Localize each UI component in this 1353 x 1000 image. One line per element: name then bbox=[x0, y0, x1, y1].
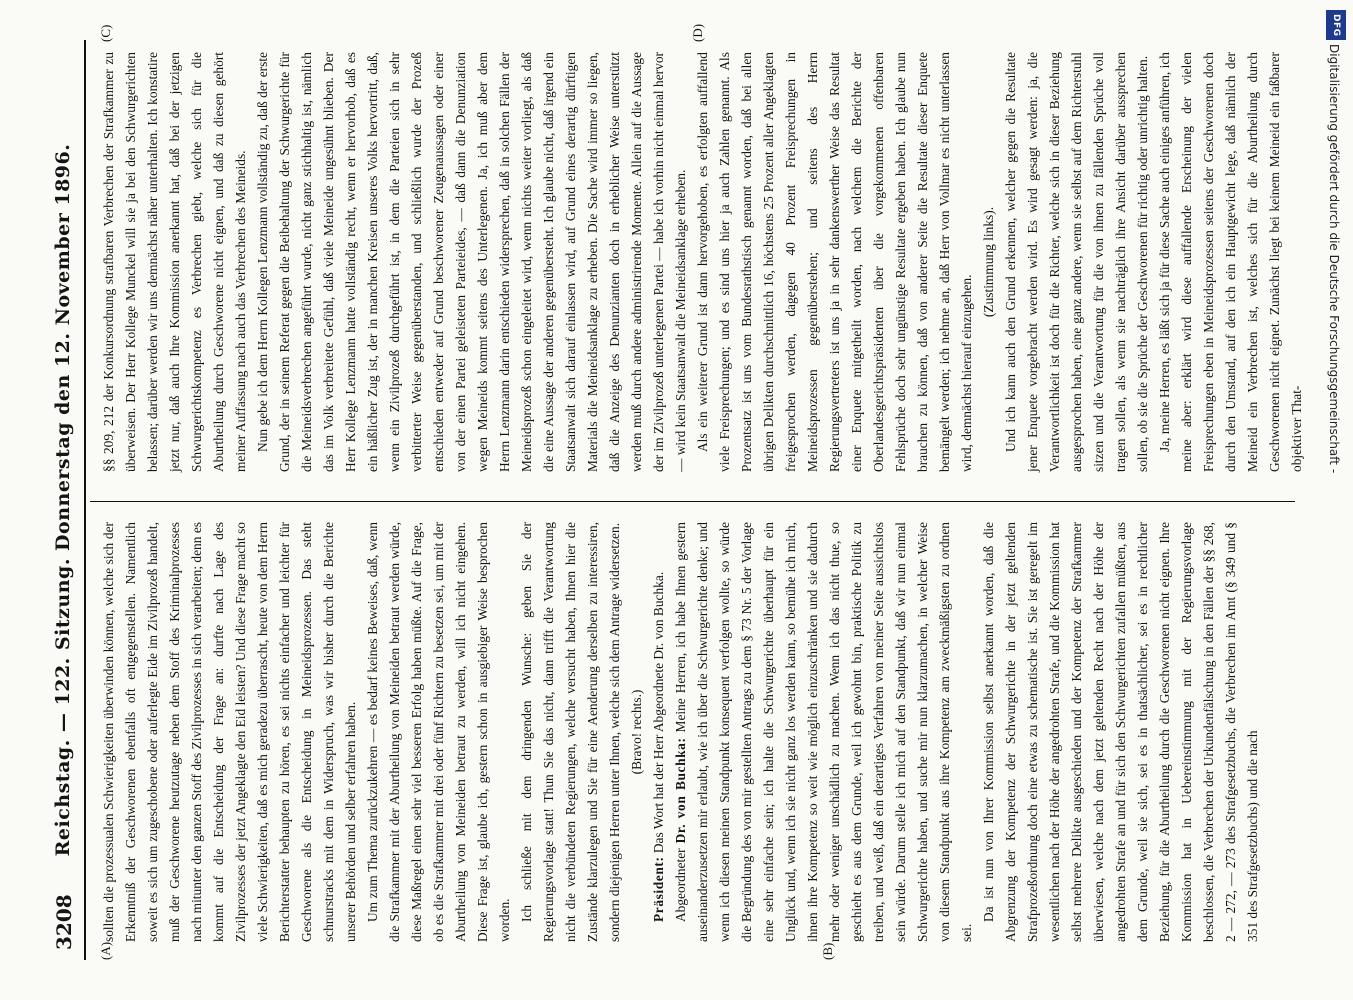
paragraph: Um zum Thema zurückzukehren — es bedarf keines Beweises, daß, wenn die Strafkammer mit der Aburtheilung von Meineiden betraut werden würde, diese Maßregel einen sehr viel besseren Erfolg haben müßte. Auf die Frage, ob es die Strafkammer mit drei oder fünf Richtern zu besetzen sei, um mit der Aburtheilung von Meineiden betraut zu werden, will ich nicht eingehen. Diese Frage ist, glaube ich, gestern schon in ausgiebiger Weise besprochen worden. bbox=[365, 522, 512, 942]
paragraph: Als ein weiterer Grund ist dann hervorgehoben, es erfolgten auffallend viele Freisprechungen; und es sind uns hier ja auch Zahlen genannt. Als Prozentsatz ist uns vom Bundesrathstisch genannt worden, daß bei allen übrigen Delikten durchschnittlich 16, höchstens 25 Prozent aller Angeklagten freigesprochen werden, dagegen 40 Prozent Freisprechungen in Meineidsprozessen gegenüberstehen; und seitens des Herrn Regierungsvertreters ist uns ja in sehr dankenswerther Weise das Resultat einer Enquete mitgetheilt worden, nach welchem die Berichte der Oberlandesgerichtspräsidenten über die vorgekommenen offenbaren Fehlsprüche doch sehr ungünstige Resultate ergeben haben. Ich glaube nun brauchen zu können, daß von anderer Seite die Resultate dieser Enquete bemängelt werden; ich nehme an, daß Herr von Vollmar es nicht unterlassen wird, demnächst hierauf einzugehen. bbox=[695, 52, 974, 472]
speaker-paragraph bbox=[670, 522, 978, 942]
page-number: 3208 bbox=[52, 894, 76, 950]
paragraph: Da ist nun von Ihrer Kommission selbst anerkannt worden, daß die Abgrenzung der Kompetenz der Schwurgerichte in der jetzt geltenden Strafprozeßordnung doch eine etwas zu schematische ist. Sie ist geregelt im wesentlichen nach der Höhe der angedrohten Strafe, und die Kommission hat selbst mehrere Delikte ausgeschieden und der Kompetenz der Strafkammer überwiesen, welche nach dem jetzt geltenden Recht nach der Höhe der angedrohten Strafe an und für sich den Schwurgerichten zufallen müßten, aus dem Grunde, weil sie sich, sei es in thatsächlicher, sei es in rechtlicher Beziehung, für die Aburtheilung durch die Geschworenen nicht eignen. Ihre Kommission hat in Uebereinstimmung mit der Regierungsvorlage beschlossen, die Verbrechen der Urkundenfälschung in den Fällen der §§ 268, 2 — 272, — 273 des Strafgesetzbuchs, die Verbrechen im Amt (§ 349 und § 351 des Strafgesetzbuchs) und die nach bbox=[981, 522, 1260, 942]
paragraph: Ja, meine Herren, es läßt sich ja für diese Sache auch einiges anführen, ich meine aber: erklärt wird diese auffallende Erscheinung der vielen Freisprechungen eben in Meineidsprozessen seitens der Geschworenen doch durch den Umstand, auf den ich ein Hauptgewicht lege, daß nämlich der Meineid ein Verbrechen ist, welches sich für die Aburtheilung durch Geschworenen nicht eignet. Zunächst liegt bei keinem Meineid ein faßbarer objektiver That- bbox=[1157, 52, 1304, 472]
paragraph: Nun gebe ich dem Herrn Kollegen Lenzmann vollständig zu, daß der erste Grund, der in seinem Referat gegen die Beibehaltung der Schwurgerichte für die Meineidsverbrechen angeführt wurde, nicht ganz stichhaltig ist, nämlich das im Volk verbreitete Gefühl, daß viele Meineide ungesühnt blieben. Der Herr Kollege Lenzmann hatte vollständig recht, wenn er hervorhob, daß es ein häßlicher Zug ist, der in manchen Kreisen unseres Volks hervortritt, daß, wenn ein Zivilprozeß durchgeführt ist, in dem die Parteien sich in sehr verbitterter Weise gegenüberstanden, und schließlich wurde der Prozeß entschieden entweder auf Grund beschworener Zeugenaussagen oder einer von der einen Partei geleisteten Parteieides, — daß dann die Denunziation wegen Meineids kommt seitens des Unterlegenen. Ja, ich muß aber dem Herrn Lenzmann darin entschieden widersprechen, daß in solchen Fällen der Meineidsprozeß schon eingeleitet wird, wenn nichts weiter vorliegt, als daß die eine Aussage der anderen gegenübersteht. Ich glaube nicht, daß irgend ein Staatsanwalt sich darauf einlassen wird, auf Grund eines derartig dürftigen Materials die Meineidsanklage zu erheben. Die Sache wird immer so liegen, daß die Anzeige des Denunzianten doch in erheblicher Weise unterstützt werden muß durch andere administrirende Momente. Allein auf die Aussage der im Zivilprozeß unterlegenen Partei — habe ich vorhin nicht einmal hervor — wird kein Staatsanwalt die Meineidsanklage erheben. bbox=[255, 52, 688, 472]
speaker-prefix: Abgeordneter bbox=[673, 848, 688, 922]
column-divider bbox=[90, 501, 1295, 502]
president-text: Das Wort hat der Herr Abgeordnete Dr. von Buchka. bbox=[651, 571, 666, 854]
margin-mark-a: (A) bbox=[98, 941, 113, 960]
dfg-logo: DFG bbox=[1326, 10, 1346, 40]
paragraph: Und ich kann auch den Grund erkennen, welcher gegen die Resultate jener Enquete vorgebracht werden wird. Es wird gesagt werden: ja, die Verantwortlichkeit ist doch für die Richter, welche sich in dieser Beziehung ausgesprochen haben, eine ganz andere, wenn sie selbst auf dem Richterstuhl sitzen und die Verantwortung für die von ihnen zu fällenden Sprüche voll tragen sollen, als wenn sie nachträglich ihre Ansicht darüber aussprechen sollen, ob sie die Sprüche der Geschworenen für richtig oder unrichtig halten. bbox=[1003, 52, 1150, 472]
margin-mark-c: (C) bbox=[98, 24, 113, 42]
president-line bbox=[648, 522, 670, 942]
applause-note: (Zustimmung links). bbox=[981, 206, 996, 318]
left-column bbox=[98, 522, 1264, 942]
right-column bbox=[98, 52, 1308, 472]
speaker-label: Dr. von Buchka: bbox=[673, 737, 688, 844]
margin-mark-b: (B) bbox=[820, 942, 835, 960]
president-label: Präsident: bbox=[651, 856, 666, 922]
digitization-sidebar bbox=[1323, 8, 1351, 998]
digitization-credit: Digitalisierung gefördert durch die Deutsche Forschungsgemeinschaft - bbox=[1327, 44, 1341, 474]
header-title: Reichstag. — 122. Sitzung. Donnerstag den 12. November 1896. bbox=[52, 143, 74, 857]
paragraph: Ich schließe mit dem dringenden Wunsche: geben Sie der Regierungsvorlage statt! Thun Sie das nicht, dann trifft die Verantwortung nicht die verbündeten Regierungen, welche versucht haben, Ihnen hier die Zustände klarzulegen und Sie für eine Aenderung derselben zu interessiren, sondern diejenigen Herren unter Ihnen, welche sich dem Antrage widersetzen. bbox=[519, 522, 622, 942]
page-header bbox=[52, 50, 80, 950]
speaker-text: Meine Herren, ich habe Ihnen gestern auseinanderzusetzen mir erlaubt, wie ich über die Schwurgerichte denke; und wenn ich diesen meinen Standpunkt konsequent verfolgen wollte, so würde die Begründung des von mir gestellten Antrags zu dem § 73 Nr. 5 der Vorlage eine sehr einfache sein; ich halte die Schwurgerichte überhaupt für ein Unglück und, wenn ich sie nicht ganz los werden kann, so bemühe ich mich, ihnen ihre Kompetenz so weit wie möglich einzuschränken und sie dadurch mehr oder weniger unschädlich zu machen. Wenn ich das nicht thue, so geschieht es aus dem Grunde, weil ich gewohnt bin, praktische Politik zu treiben, und weiß, daß ein derartiges Verfahren von meiner Seite aussichtslos sein würde. Darum stelle ich mich auf den Standpunkt, daß wir nun einmal Schwurgerichte haben, und suche mir nun klarzumachen, in welcher Weise von diesem Standpunkt aus ihre Kompetenz am zweckmäßigsten zu ordnen sei. bbox=[673, 521, 974, 942]
applause-note: (Bravo! rechts.) bbox=[629, 689, 644, 775]
paragraph: sollten die prozessualen Schwierigkeiten überwinden können, welche sich der Erkenntniß der Geschworenen ebenfalls oft entgegenstellen. Namentlich soweit es sich um zugeschobene oder auferlegte Eide im Zivilprozeß handelt, muß der Geschworene heutzutage neben dem Stoff des Kriminalprozesses nach mitunter den ganzen Stoff des Zivilprozesses in sich verarbeiten; denn es kommt auf die Entscheidung der Frage an: durfte nach Lage des Zivilprozesses der jetzt Angeklagte den Eid leisten? Und diese Frage macht so viele Schwierigkeiten, daß es mich geradezu überrascht, heute von dem Herrn Berichterstatter behaupten zu hören, es sei nichts einfacher und leichter für Geschworene als die Entscheidung in Meineidsprozessen. Das steht schnurstracks mit dem in Widerspruch, was wir bisher durch die Berichte unserer Behörden und selber erfahren haben. bbox=[101, 522, 358, 942]
header-rule bbox=[84, 40, 86, 960]
paragraph: §§ 209, 212 der Konkursordnung strafbaren Verbrechen der Strafkammer zu überweisen. Der Herr Kollege Munckel will sie ja bei den Schwurgerichten belassen; darüber werden wir uns demnächst näher unterhalten. Ich konstatire jetzt nur, daß auch Ihre Kommission anerkannt hat, daß bei der jetzigen Schwurgerichtskompetenz es Verbrechen giebt, welche sich für die Aburtheilung durch Geschworene nicht eignen, und daß zu diesen gehört meiner Auffassung nach auch das Verbrechen des Meineids. bbox=[101, 52, 248, 472]
margin-mark-d: (D) bbox=[690, 23, 705, 42]
